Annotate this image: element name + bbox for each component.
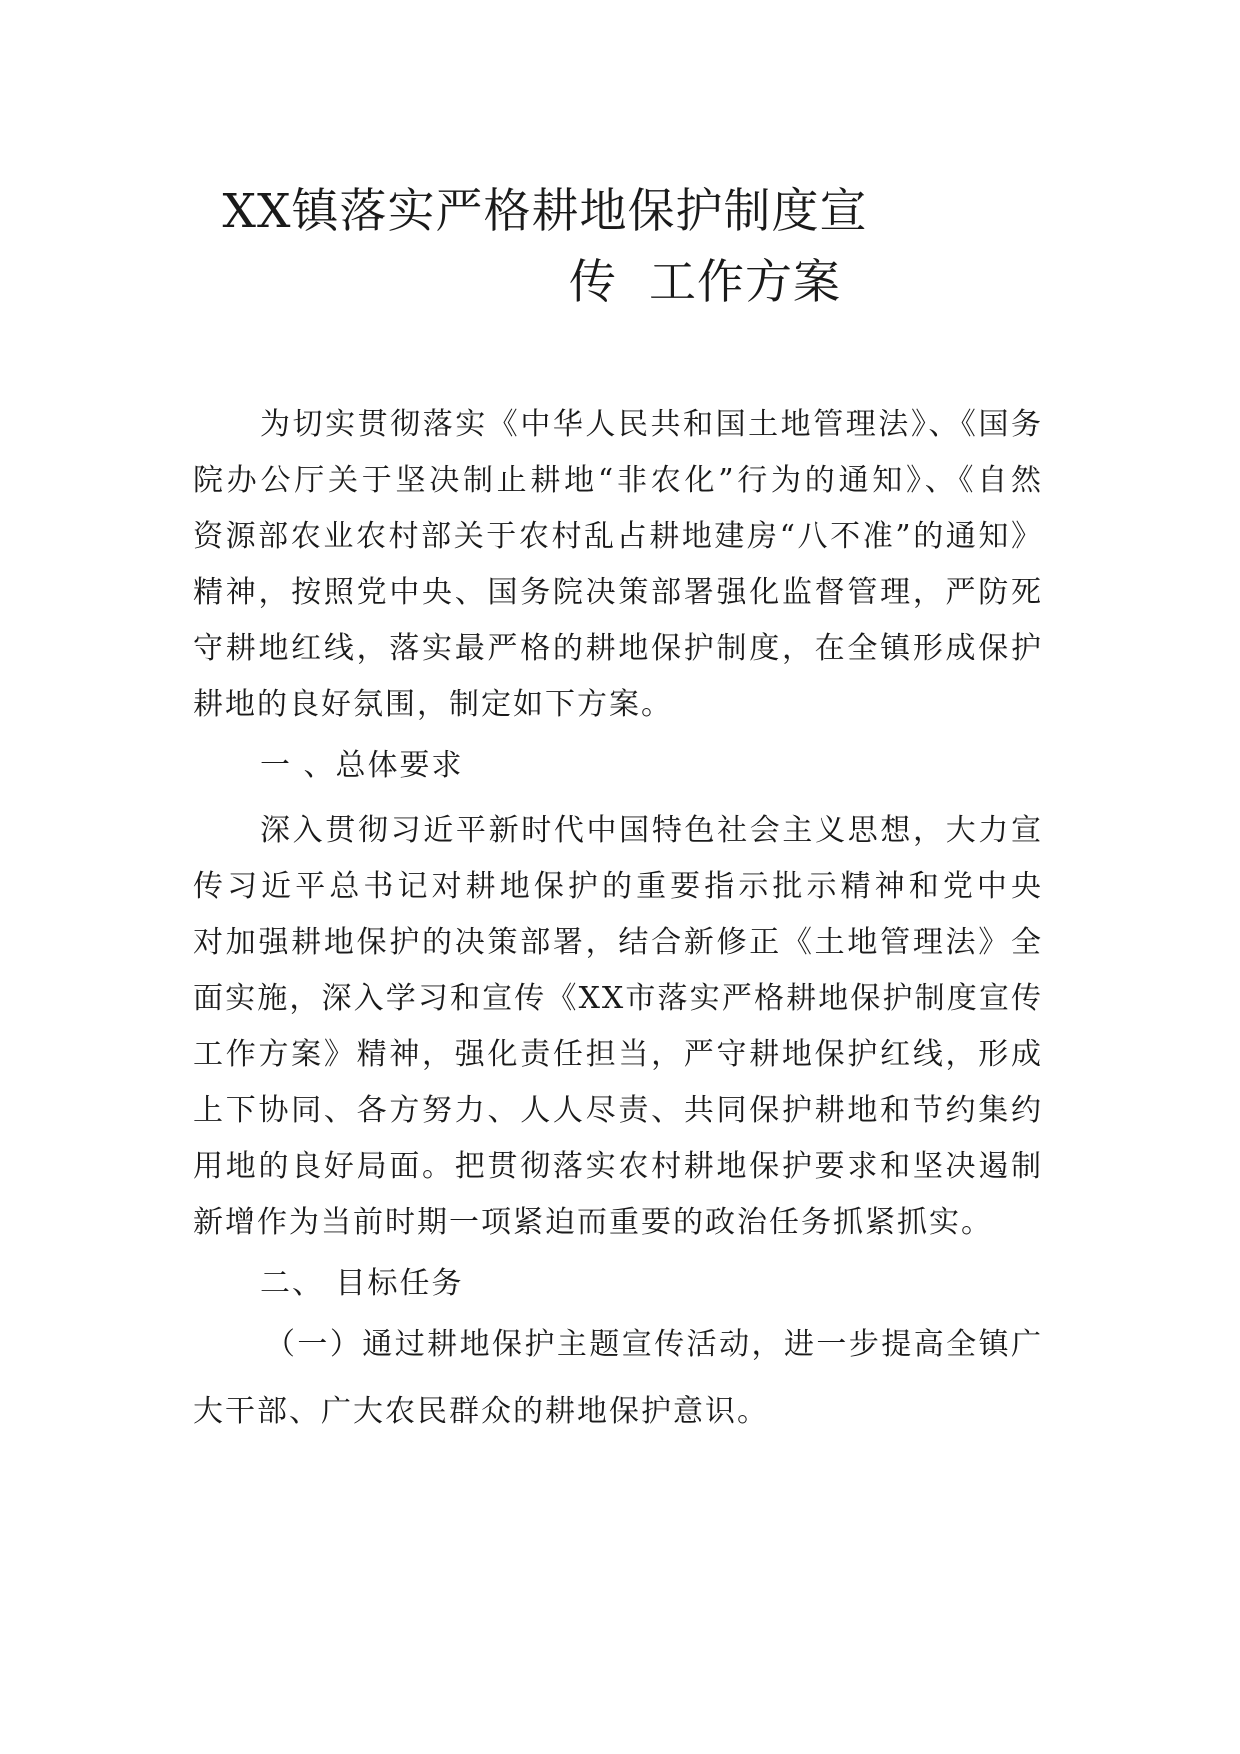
section-1-line-2: 传习近平总书记对耕地保护的重要指示批示精神和党中央 bbox=[193, 869, 1043, 904]
intro-line-2: 院办公厅关于坚决制止耕地“非农化”行为的通知》、《自然 bbox=[193, 463, 1043, 498]
section-1-heading: 一 、总体要求 bbox=[260, 748, 464, 783]
intro-line-6: 耕地的良好氛围，制定如下方案。 bbox=[193, 687, 673, 722]
section-1-line-7: 用地的良好局面。把贯彻落实农村耕地保护要求和坚决遏制 bbox=[193, 1149, 1043, 1184]
section-2-heading: 二、 目标任务 bbox=[260, 1266, 464, 1301]
section-1-line-6: 上下协同、各方努力、人人尽责、共同保护耕地和节约集约 bbox=[193, 1093, 1043, 1128]
document-title-line-2: 传 工作方案 bbox=[569, 255, 841, 310]
intro-line-1: 为切实贯彻落实《中华人民共和国土地管理法》、《国务 bbox=[260, 407, 1043, 442]
section-1-line-4: 面实施，深入学习和宣传《XX市落实严格耕地保护制度宣传 bbox=[193, 981, 1043, 1016]
section-1-line-3: 对加强耕地保护的决策部署，结合新修正《土地管理法》全 bbox=[193, 925, 1043, 960]
document-title-line-1: XX镇落实严格耕地保护制度宣 bbox=[222, 184, 868, 239]
intro-line-3: 资源部农业农村部关于农村乱占耕地建房“八不准”的通知》 bbox=[193, 519, 1043, 554]
section-1-line-1: 深入贯彻习近平新时代中国特色社会主义思想，大力宣 bbox=[260, 813, 1043, 848]
intro-line-5: 守耕地红线，落实最严格的耕地保护制度，在全镇形成保护 bbox=[193, 631, 1043, 666]
section-1-line-5: 工作方案》精神，强化责任担当，严守耕地保护红线，形成 bbox=[193, 1037, 1043, 1072]
section-2-item-1-line-2: 大干部、广大农民群众的耕地保护意识。 bbox=[193, 1394, 769, 1429]
intro-line-4: 精神，按照党中央、国务院决策部署强化监督管理，严防死 bbox=[193, 575, 1043, 610]
section-2-item-1-line-1: （一）通过耕地保护主题宣传活动，进一步提高全镇广 bbox=[265, 1327, 1043, 1362]
section-1-line-8: 新增作为当前时期一项紧迫而重要的政治任务抓紧抓实。 bbox=[193, 1205, 993, 1240]
